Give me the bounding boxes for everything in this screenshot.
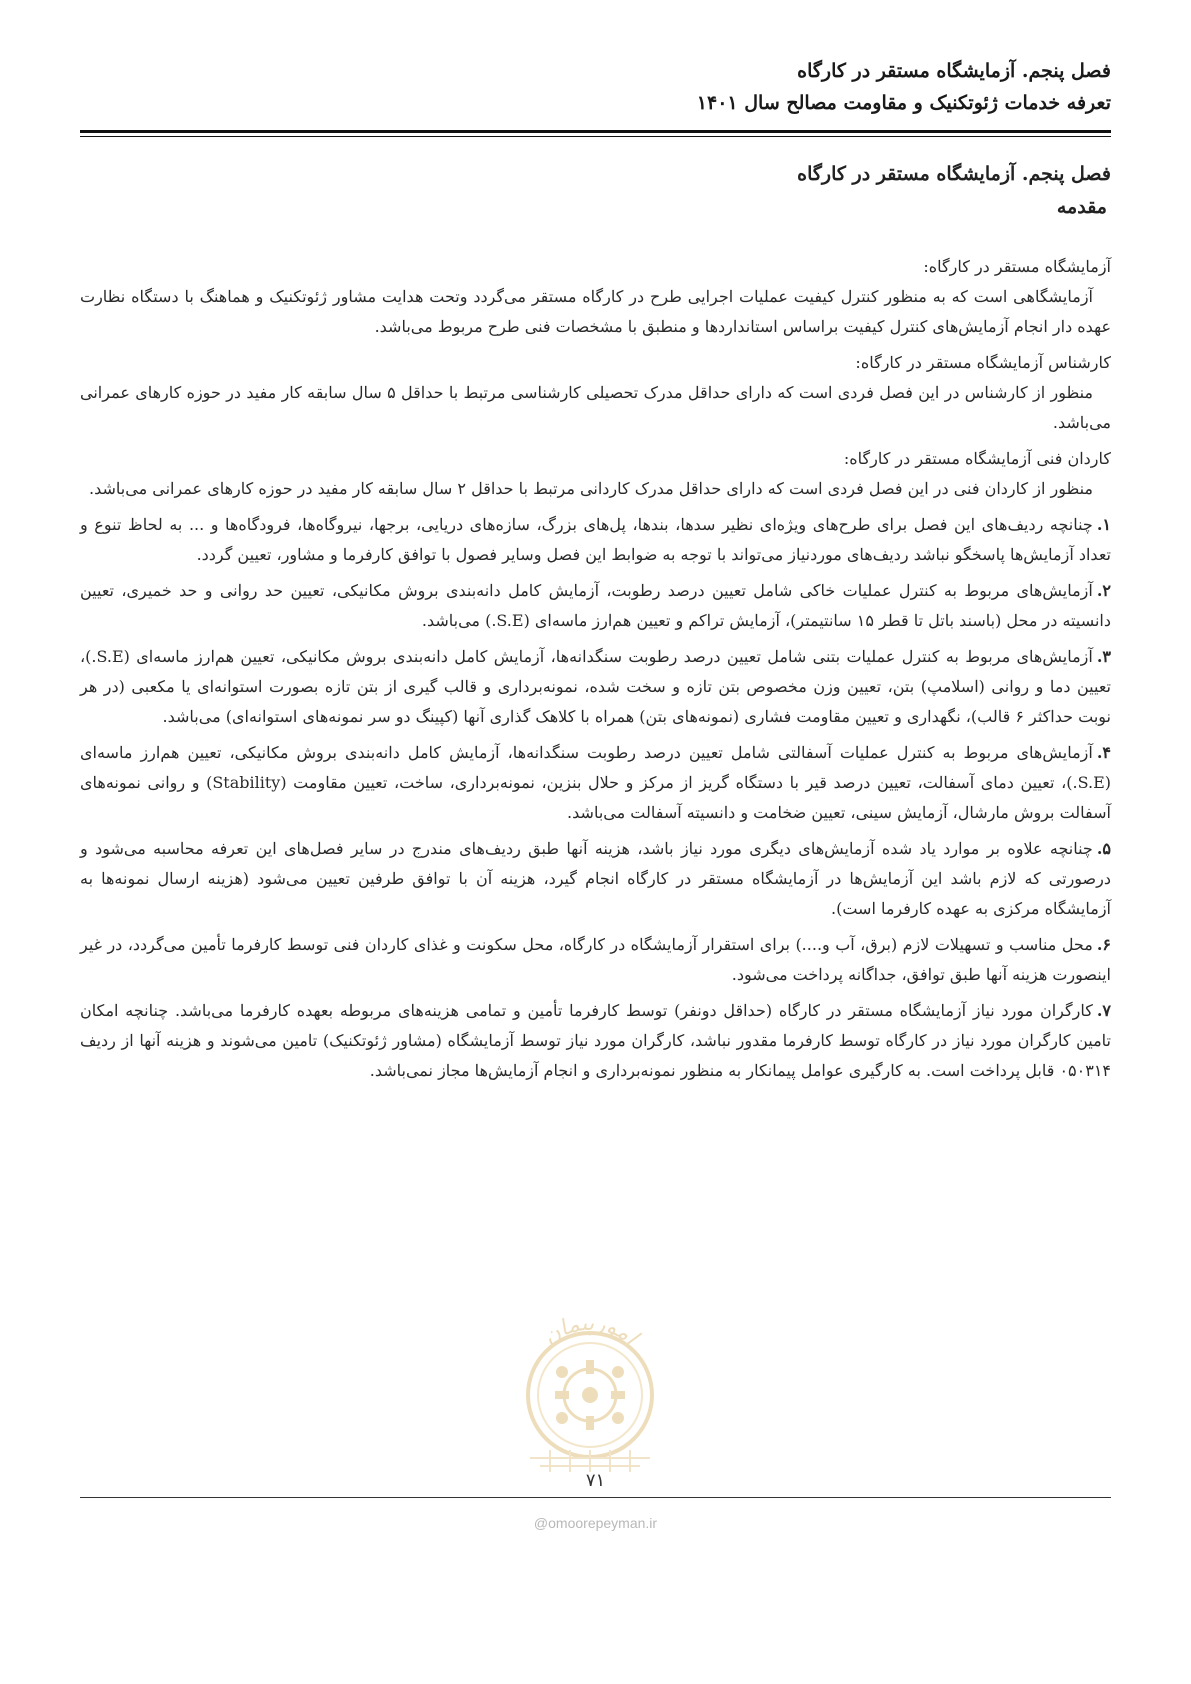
item-text: محل مناسب و تسهیلات لازم (برق، آب و....) برای استقرار آزمایشگاه در کارگاه، محل سکونت و غذای کاردان فنی توسط کارفرما تأمین می‌گردد، در غیر اینصورت هزینه آنها طبق توافق، جداگانه پرداخت می‌شود.	[80, 935, 1111, 984]
item-text: کارگران مورد نیاز آزمایشگاه مستقر در کارگاه (حداقل دونفر) توسط کارفرما تأمین و تمامی هزینه‌های مربوطه بعهده کارفرما می‌باشد. چنانچه امکان تامین کارگران مورد نیاز در کارگاه توسط کارفرما مقدور نباشد، کارگران مورد نیاز توسط آزمایشگاه (مشاور ژئوتکنیک) تامین می‌شوند و هزینه آنها از ردیف ۰۵۰۳۱۴ قابل پرداخت است. به کارگیری عوامل پیمانکار به منظور نمونه‌برداری و انجام آزمایش‌ها مجاز نمی‌باشد.	[80, 1001, 1111, 1080]
expert-heading: کارشناس آزمایشگاه مستقر در کارگاه:	[855, 353, 1111, 372]
list-item	[80, 930, 1111, 990]
header-divider-thin	[80, 136, 1111, 137]
header-document-title: تعرفه خدمات ژئوتکنیک و مقاومت مصالح سال ۱۴۰۱	[696, 92, 1111, 114]
chapter-title: فصل پنجم. آزمایشگاه مستقر در کارگاه	[797, 163, 1111, 185]
item-number: ۳.	[1096, 647, 1111, 666]
item-text: آزمایش‌های مربوط به کنترل عملیات بتنی شامل تعیین درصد رطوبت سنگدانه‌ها، آزمایش کامل دانه‌بندی بروش مکانیکی، تعیین هم‌ارز ماسه‌ای (S.E.)، تعیین دما و روانی (اسلامپ) بتن، تعیین وزن مخصوص بتن تازه و سخت شده، نمونه‌برداری و قالب گیری از بتن تازه بصورت استوانه‌ای یا مکعبی (در هر نوبت حداکثر ۶ قالب)، نگهداری و تعیین مقاومت فشاری (نمونه‌های بتن) همراه با کلاهک گذاری آنها (کپینگ دو سر نمونه‌های استوانه‌ای) می‌باشد.	[80, 647, 1111, 726]
item-text: چنانچه ردیف‌های این فصل برای طرح‌های ویژه‌ای نظیر سدها، بندها، پل‌های بزرگ، سازه‌های دریایی، برجها، نیروگاه‌ها، فرودگاه‌ها و ... به لحاظ تنوع و تعداد آزمایش‌ها پاسخگو نباشد ردیف‌های موردنیاز می‌تواند با توجه به ضوابط این فصل وسایر فصول با توافق کارفرما و مشاور، تعیین گردد.	[80, 515, 1111, 564]
technician-paragraph: منظور از کاردان فنی در این فصل فردی است که دارای حداقل مدرک کاردانی مرتبط با حداقل ۲ سال سابقه کار مفید در حوزه کارهای عمرانی می‌باشد.	[89, 479, 1093, 498]
footer-website: @omoorepeyman.ir	[533, 1515, 658, 1531]
list-item	[80, 738, 1111, 828]
intro-title: مقدمه	[1056, 196, 1107, 218]
item-text: آزمایش‌های مربوط به کنترل عملیات آسفالتی شامل تعیین درصد رطوبت سنگدانه‌ها، آزمایش کامل دانه‌بندی بروش مکانیکی، تعیین هم‌ارز ماسه‌ای (S.E.)، تعیین دمای آسفالت، تعیین درصد قیر با دستگاه گریز از مرکز و حلال بنزین، نمونه‌برداری، ساخت، تعیین مقاومت (Stability) و روانی نمونه‌های آسفالت بروش مارشال، آزمایش سینی، تعیین ضخامت و دانسیته آسفالت می‌باشد.	[80, 743, 1111, 822]
expert-paragraph: منظور از کارشناس در این فصل فردی است که دارای حداقل مدرک تحصیلی کارشناسی مرتبط با حداقل ۵ سال سابقه کار مفید در حوزه کارهای عمرانی می‌باشد.	[80, 383, 1111, 432]
list-item	[80, 576, 1111, 636]
technician-heading: کاردان فنی آزمایشگاه مستقر در کارگاه:	[843, 449, 1111, 468]
item-number: ۲.	[1096, 581, 1112, 600]
header-divider-thick	[80, 130, 1111, 133]
item-number: ۱.	[1096, 515, 1111, 534]
lab-heading: آزمایشگاه مستقر در کارگاه:	[923, 257, 1111, 276]
page-header	[81, 55, 1111, 119]
list-item	[80, 996, 1111, 1086]
watermark-seal-icon	[500, 1300, 680, 1480]
spacer	[80, 224, 1111, 252]
footer-divider	[80, 1497, 1111, 1498]
item-number: ۶.	[1096, 935, 1111, 954]
page-number: ۷۱	[585, 1470, 606, 1491]
page-body	[80, 158, 1111, 1092]
item-number: ۵.	[1096, 839, 1111, 858]
svg-text:امورپیمان	[539, 1311, 645, 1352]
lab-paragraph: آزمایشگاهی است که به منظور کنترل کیفیت عملیات اجرایی طرح در کارگاه مستقر می‌گردد وتحت هدایت مشاور ژئوتکنیک و هماهنگ با دستگاه نظارت عهده دار انجام آزمایش‌های کنترل کیفیت براساس استانداردها و منطبق با مشخصات فنی طرح مربوط می‌باشد.	[80, 287, 1111, 336]
item-number: ۴.	[1096, 743, 1111, 762]
list-item	[80, 834, 1111, 924]
list-item	[80, 642, 1111, 732]
item-text: چنانچه علاوه بر موارد یاد شده آزمایش‌های دیگری مورد نیاز باشد، هزینه آنها طبق ردیف‌های مندرج در سایر فصل‌های این تعرفه محاسبه می‌شود و درصورتی که لازم باشد این آزمایش‌ها در آزمایشگاه مستقر در کارگاه انجام گیرد، هزینه آن با توافق طرفین تعیین می‌شود (هزینه ارسال نمونه‌ها به آزمایشگاه مرکزی به عهده کارفرما است).	[80, 839, 1111, 918]
list-item	[80, 510, 1111, 570]
header-chapter-title: فصل پنجم. آزمایشگاه مستقر در کارگاه	[797, 60, 1111, 82]
watermark-text: امورپیمان	[538, 1310, 643, 1351]
item-text: آزمایش‌های مربوط به کنترل عملیات خاکی شامل تعیین درصد رطوبت، آزمایش کامل دانه‌بندی بروش مکانیکی، تعیین حد روانی و حد خمیری، تعیین دانسیته در محل (باسند باتل تا قطر ۱۵ سانتیمتر)، آزمایش تراکم و تعیین هم‌ارز ماسه‌ای (S.E.) می‌باشد.	[80, 581, 1111, 630]
item-number: ۷.	[1096, 1001, 1111, 1020]
